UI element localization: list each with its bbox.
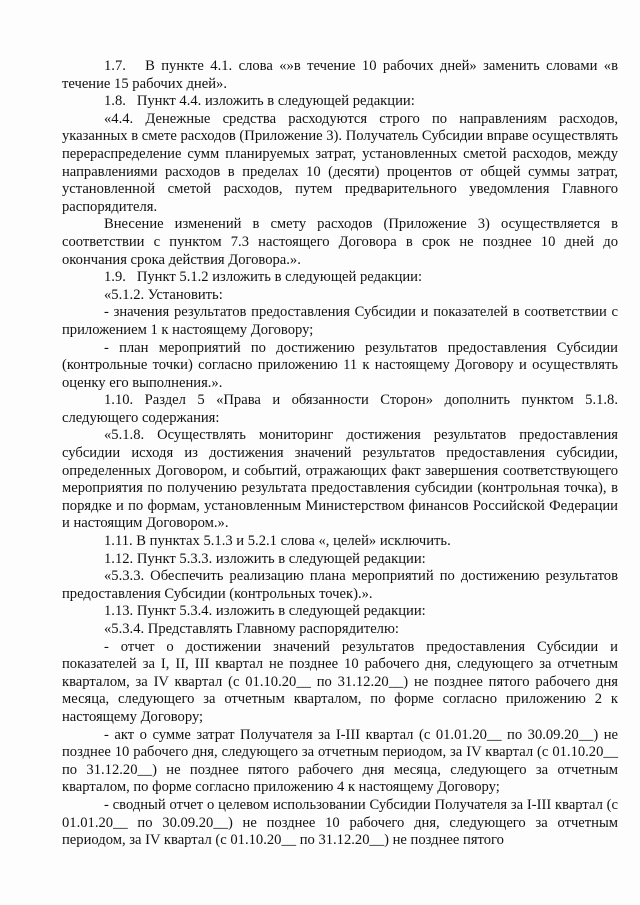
list-item-plan: - план мероприятий по достижению результатов предоставления Субсидии (контрольные точки) согласно приложению 11 к настоящему Договору и осуществлять оценку его выполнения.». [62, 339, 618, 391]
list-item-results: - значения результатов предоставления Субсидии и показателей в соответствии с приложением 1 к настоящему Договору; [62, 304, 618, 338]
paragraph-5-1-8: «5.1.8. Осуществлять мониторинг достижения результатов предоставления субсидии исходя из достижения значений результатов предоставления субсидии, определенных Договором, и событий, отражающих факт завершения соответствующего мероприятия по получению результата предоставления субсидии (контрольная точка), в порядке и по формам, установленным Министерством финансов Российской Федерации и настоящим Договором.». [62, 427, 618, 532]
paragraph-5-1-2: «5.1.2. Установить: [104, 286, 223, 303]
paragraph-1-12: 1.12. Пункт 5.3.3. изложить в следующей редакции: [104, 550, 426, 567]
list-item-summary-report: - сводный отчет о целевом использовании Субсидии Получателя за I-III квартал (с 01.01.20__ по 30.09.20__) не позднее 10 рабочего дня, следующего за отчетным периодом, за IV квартал (с 01.10.20__ по 31.12.20__) не позднее пятого [62, 796, 618, 849]
list-item-act: - акт о сумме затрат Получателя за I-III квартал (с 01.01.20__ по 30.09.20__) не позднее 10 рабочего дня, следующего за отчетным периодом, за IV квартал (с 01.10.20__ по 31.12.20__) не позднее пятого рабочего дня месяца, следующего за отчетным кварталом, по форме согласно приложению 4 к настоящему Договору; [62, 726, 618, 796]
list-item-report: - отчет о достижении значений результатов предоставления Субсидии и показателей за I, II, III квартал не позднее 10 рабочего дня, следующего за отчетным кварталом, за IV квартал (с 01.10.20__ по 31.12.20__) не позднее пятого рабочего дня месяца, следующего за отчетным кварталом, по форме согласно приложению 2 к настоящему Договору; [62, 638, 618, 725]
paragraph-5-3-4: «5.3.4. Представлять Главному распорядителю: [104, 621, 399, 637]
paragraph-1-7: 1.7. В пункте 4.1. слова «»в течение 10 рабочих дней» заменить словами «в течение 15 рабочих дней». [62, 58, 618, 92]
paragraph-1-13: 1.13. Пункт 5.3.4. изложить в следующей редакции: [104, 603, 426, 620]
paragraph-4-4-amendment: Внесение изменений в смету расходов (Приложение 3) осуществляется в соответствии с пунктом 7.3 настоящего Договора в срок не позднее 10 дней до окончания срока действия Договора.». [62, 216, 618, 268]
paragraph-1-9: 1.9. Пункт 5.1.2 изложить в следующей редакции: [104, 269, 423, 286]
paragraph-4-4: «4.4. Денежные средства расходуются строго по направлениям расходов, указанных в смете расходов (Приложение 3). Получатель Субсидии вправе осуществлять перераспределение сумм планируемых затрат, установленных сметой расходов, между направлениями расходов в пределах 10 (десяти) процентов от общей суммы затрат, установленной сметой расходов, путем предварительного уведомления Главного распорядителя. [62, 110, 619, 215]
document-body [62, 58, 618, 850]
paragraph-1-11: 1.11. В пунктах 5.1.3 и 5.2.1 слова «, целей» исключить. [104, 533, 451, 550]
paragraph-5-3-3: «5.3.3. Обеспечить реализацию плана мероприятий по достижению результатов предоставления Субсидии (контрольных точек).». [62, 568, 618, 602]
paragraph-1-8: 1.8. Пункт 4.4. изложить в следующей редакции: [104, 93, 415, 110]
paragraph-1-10: 1.10. Раздел 5 «Права и обязанности Сторон» дополнить пунктом 5.1.8. следующего содержания: [62, 392, 618, 426]
